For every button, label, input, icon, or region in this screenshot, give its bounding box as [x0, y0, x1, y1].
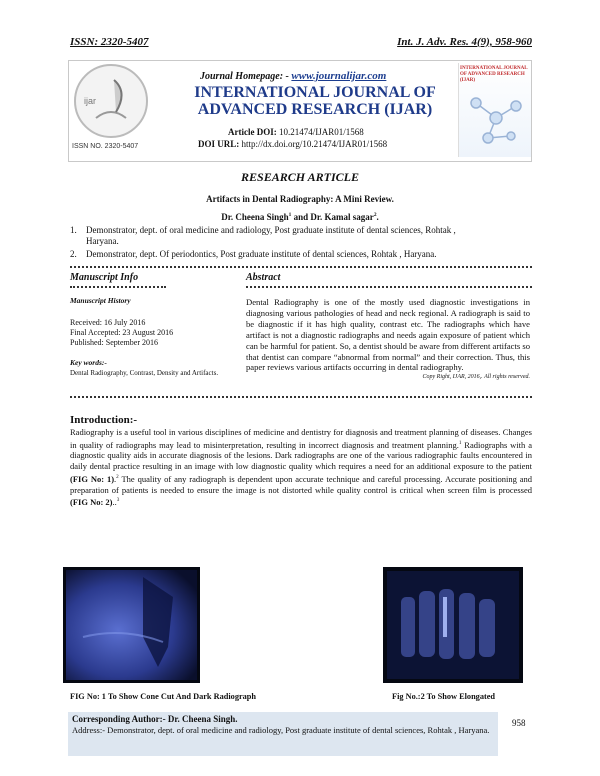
author-2-sup: 2 — [373, 212, 377, 218]
issn-number: ISSN NO. 2320-5407 — [72, 143, 139, 150]
authors: Dr. Cheena Singh$^1$ and Dr. Kamal sagar$^2$. — [221, 212, 379, 222]
fig2-ref: (FIG No: 2) — [70, 497, 113, 508]
homepage-label: Journal Homepage: - — [200, 71, 289, 82]
affiliation-number: 2. — [70, 249, 77, 259]
intro-text: . — [114, 473, 117, 484]
affiliation-cont: Haryana. — [86, 236, 119, 246]
affiliation-number: 1. — [70, 225, 77, 235]
cover-title: INTERNATIONAL JOURNAL OF ADVANCED RESEARCH (IJAR) — [460, 66, 528, 83]
article-title: Artifacts in Dental Radiography: A Mini Review. — [206, 194, 394, 204]
divider — [70, 396, 532, 398]
article-type: RESEARCH ARTICLE — [241, 170, 359, 184]
keywords-label: Key words:- — [70, 358, 107, 367]
affiliation-2 — [70, 249, 530, 260]
intro-text: .. — [112, 497, 117, 508]
dates — [70, 318, 173, 348]
journal-title-line2: ADVANCED RESEARCH (IJAR) — [197, 101, 433, 118]
doi-url-value[interactable]: http://dx.doi.org/10.21474/IJAR01/1568 — [241, 139, 388, 149]
manuscript-history: Manuscript History — [70, 296, 131, 305]
author-2: Dr. Kamal sagar — [310, 212, 374, 222]
molecule-icon — [466, 88, 524, 148]
intro-heading: Introduction:- — [70, 414, 138, 426]
figure-2-radiograph — [383, 567, 523, 683]
citation-sup: 2 — [116, 474, 119, 481]
author-1-sup: 1 — [288, 212, 292, 218]
abstract-text: Dental Radiography is one of the mostly used diagnostic investigations in diagnosing various pathologies of head and neck regional. A radiograph is said to be diagnostic if it has high quality, contrast etc. The radiographs which have artifact is not a diagnostic radiographs and needs again exposure of patient which can be harmful for patient. So, a dentist should be aware from different artifacts so that dentist can compare “abnormal from normal” and their correction. Thus, this paper reviews various artifacts occurring in dental radiography. — [246, 297, 530, 373]
doi-label: Article DOI: — [228, 127, 277, 137]
intro-text: Radiographs with a diagnostic quality aids in accurate diagnosis of the lesions. Dark radiographs are one of the various radiographic faults encountered in daily dental practice resulting in an image with low diagnostic quality which requires a need for an additional exposure to the patient — [70, 439, 532, 472]
logo-text: ijar — [84, 96, 97, 106]
keywords: Dental Radiography, Contrast, Density and Artifacts. — [70, 369, 219, 377]
corresponding-author: Corresponding Author:- Dr. Cheena Singh. — [72, 714, 238, 724]
manuscript-heading: Manuscript Info — [70, 272, 139, 283]
homepage-link[interactable]: www.journalijar.com — [291, 70, 387, 82]
corresponding-address: Address:- Demonstrator, dept. of oral medicine and radiology, Post graduate institute of dental sciences, Rohtak , Haryana. — [72, 725, 490, 735]
author-1: Dr. Cheena Singh — [221, 212, 289, 222]
divider — [70, 266, 532, 268]
copyright: Copy Right, IJAR, 2016,. All rights reserved. — [422, 374, 530, 380]
doi-url — [198, 139, 387, 149]
intro-paragraph — [70, 427, 532, 508]
citation-header: Int. J. Adv. Res. 4(9), 958-960 — [397, 36, 532, 48]
page-number: 958 — [512, 718, 526, 728]
issn-header: ISSN: 2320-5407 — [70, 36, 149, 48]
citation-sup: 3 — [116, 497, 120, 504]
affiliation-1 — [70, 225, 530, 247]
doi-url-label: DOI URL: — [198, 139, 240, 149]
received-date: Received: 16 July 2016 — [70, 318, 146, 327]
accepted-date: Final Accepted: 23 August 2016 — [70, 328, 174, 337]
and-text: and — [293, 212, 309, 222]
affiliation-text: Demonstrator, dept. of oral medicine and radiology, Post graduate institute of dental sciences, Rohtak , — [86, 225, 456, 235]
journal-homepage — [200, 70, 386, 82]
figure-1-caption: FIG No: 1 To Show Cone Cut And Dark Radiograph — [70, 692, 257, 701]
intro-text: The quality of any radiograph is dependent upon accurate technique and careful processing. Accurate positioning and preparation of patients is needed to ensure the image is not distorted while quality control is critical when screen film is processed — [70, 473, 532, 495]
divider — [70, 286, 166, 288]
intro-text: Radiography is a useful tool in various disciplines of medicine and dentistry for diagnosis and treatment planning of diseases. Changes in quality of radiographs may lead to misinterpretation, resulting in incorrect diagnosis and treatment planning. — [70, 427, 532, 450]
citation-sup: 1 — [458, 439, 462, 446]
divider — [246, 286, 532, 288]
published-date: Published: September 2016 — [70, 338, 158, 347]
journal-title-line1: INTERNATIONAL JOURNAL OF — [194, 84, 436, 101]
fig1-ref: (FIG No: 1) — [70, 473, 115, 484]
figure-1-radiograph — [63, 567, 200, 683]
article-doi — [228, 127, 364, 137]
affiliation-text: Demonstrator, dept. Of periodontics, Post graduate institute of dental sciences, Rohtak , Haryana. — [86, 249, 437, 259]
figure-2-caption: Fig No.:2 To Show Elongated — [392, 692, 496, 701]
doi-value: 10.21474/IJAR01/1568 — [278, 127, 364, 137]
abstract-heading: Abstract — [246, 272, 281, 283]
